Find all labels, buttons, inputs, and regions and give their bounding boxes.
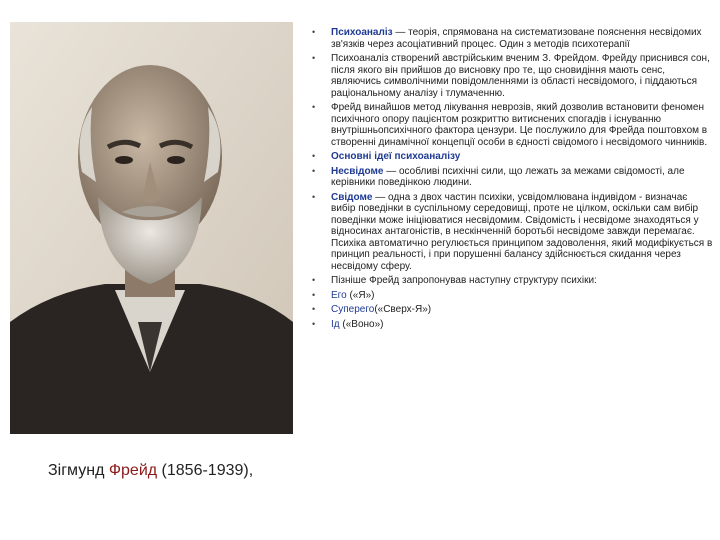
bullet-icon: •	[312, 27, 316, 37]
term: Психоаналіз	[331, 27, 393, 38]
portrait-caption	[48, 462, 253, 480]
list-item	[303, 290, 713, 302]
bullet-icon: •	[312, 191, 316, 202]
structure-term: Суперего	[331, 304, 375, 315]
list-item	[303, 53, 713, 99]
list-item	[303, 275, 713, 287]
caption-first-name: Зігмунд	[48, 462, 105, 479]
item-text: («Сверх-Я»)	[374, 304, 432, 315]
list-item	[303, 304, 713, 316]
item-text: («Я»)	[349, 289, 375, 301]
list-item	[303, 319, 713, 331]
section-heading: Основні ідеї психоаналізу	[331, 151, 461, 162]
item-text: — теорія, спрямована на систематизоване пояснення несвідомих зв'язків через асоціативний процес. Один з методів психотерапії	[331, 27, 702, 50]
structure-term: Его	[331, 289, 347, 301]
item-text: («Воно»)	[342, 318, 384, 330]
term: Несвідоме	[331, 165, 384, 177]
item-text: Психоаналіз створений австрійським вченим З. Фрейдом. Фрейду приснився сон, після якого він прийшов до висновку про те, що сновидіння мають сенс, являючись символічними повідомленнями із області несвідомого, і піддаються раціональному аналізу і тлумаченню.	[331, 53, 710, 99]
caption-years: (1856-1939),	[161, 462, 254, 479]
caption-surname: Фрейд	[108, 462, 158, 479]
bullet-icon: •	[312, 102, 316, 112]
list-item	[303, 192, 713, 273]
structure-term: Ід	[331, 318, 340, 330]
bullet-list	[303, 27, 713, 330]
bullet-icon: •	[312, 275, 316, 285]
list-item	[303, 102, 713, 148]
bullet-icon: •	[312, 53, 316, 63]
item-text: — одна з двох частин психіки, усвідомлювана індивідом - визначає вибір поведінки в суспільному середовищі, проте не цілком, оскільки сам вибір поведінки може ініціюватися несвідомим. Свідомість і несвідоме знаходяться у відносинах антагоністів, в нескінченній боротьбі несвідоме завжди перемагає. Психіка автоматично регулюється принципом задоволення, який модифікується в принцип реальності, і при порушенні балансу здійснюється скидання через несвідому сферу.	[331, 191, 713, 272]
item-text: Фрейд винайшов метод лікування неврозів, який дозволив встановити феномен психічного опору пацієнтом розкриттю витиснених спогадів і існуванню внутрішньопсихічного фактора цензури. Це послужило для Фрейда поштовхом в створенні динамічної концепції особи в єдності свідомого і несвідомого чинників.	[331, 102, 708, 148]
portrait-illustration	[10, 22, 293, 434]
list-item	[303, 166, 713, 189]
term: Свідоме	[331, 191, 373, 203]
list-item	[303, 151, 713, 163]
list-item	[303, 27, 713, 50]
portrait-photo	[10, 22, 293, 434]
bullet-icon: •	[312, 151, 316, 161]
bullet-icon: •	[312, 318, 316, 329]
bullet-icon: •	[312, 165, 316, 176]
bullet-icon: •	[312, 304, 316, 314]
item-text: Пізніше Фрейд запропонував наступну структуру психіки:	[331, 275, 597, 286]
bullet-icon: •	[312, 289, 316, 300]
item-text: — особливі психічні сили, що лежать за межами свідомості, але керівники поведінкою людини.	[331, 165, 685, 188]
